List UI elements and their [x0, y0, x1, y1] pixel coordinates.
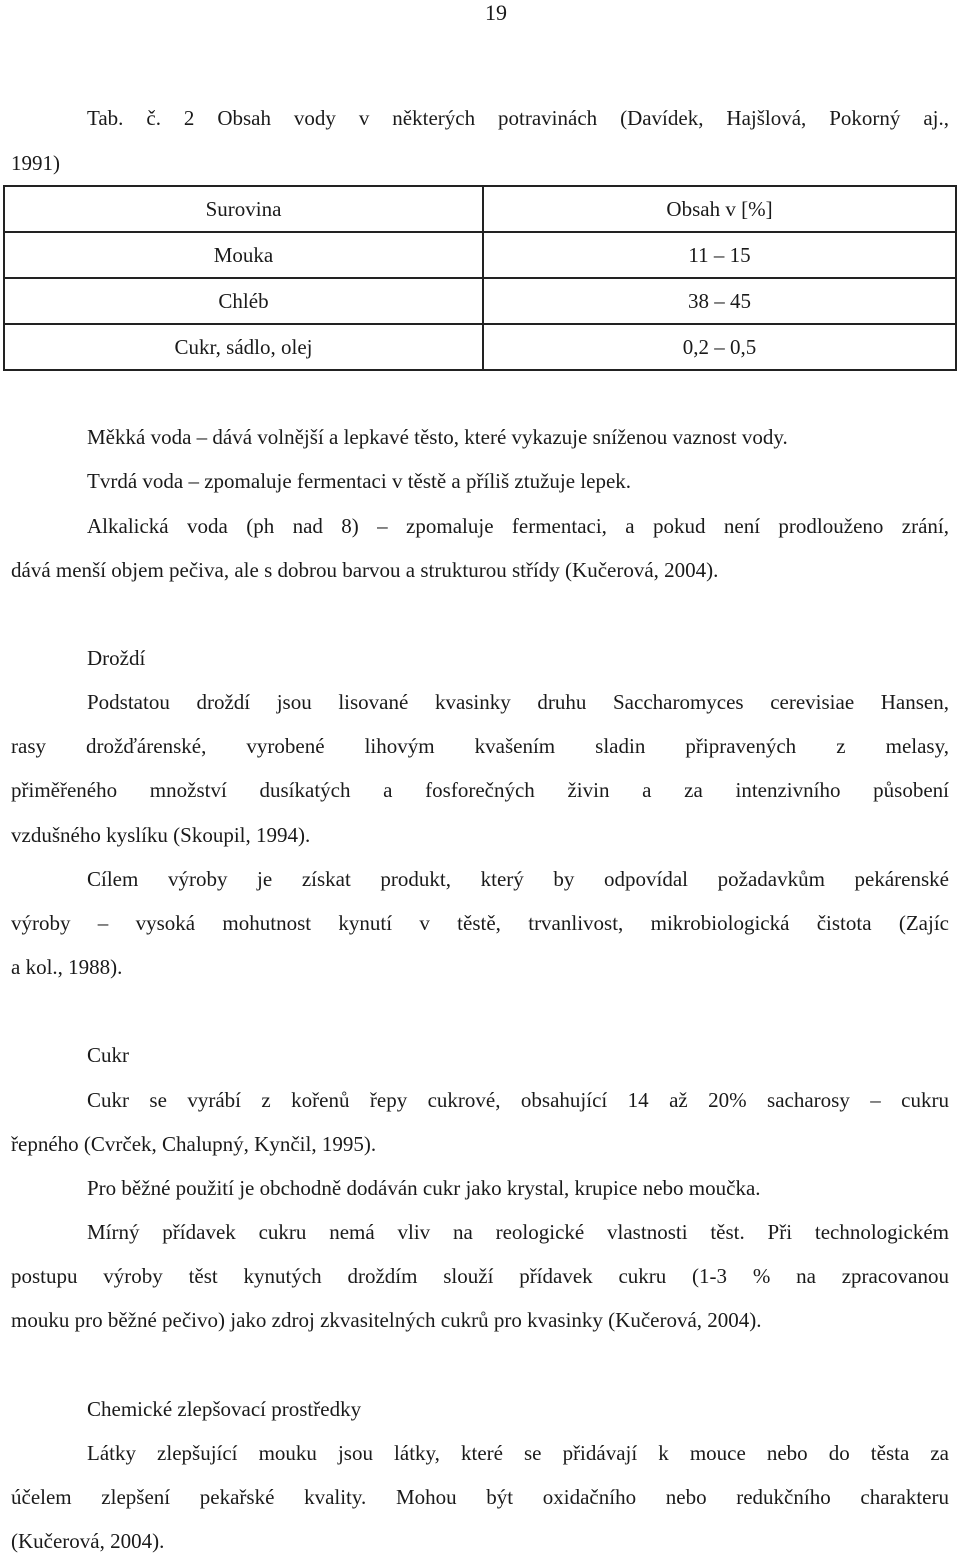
table-cell: 11 – 15	[483, 232, 956, 278]
table-header-row	[4, 186, 956, 232]
section-heading-cukr: Cukr	[87, 1043, 129, 1067]
cukr-paragraph-3-line-2: postupu výroby těst kynutých droždím slouží přídavek cukru (1-3 % na zpracovanou	[11, 1264, 949, 1288]
cukr-paragraph-1-line-1: Cukr se vyrábí z kořenů řepy cukrové, obsahující 14 až 20% sacharosy – cukru	[87, 1088, 949, 1112]
table-cell: Cukr, sádlo, olej	[4, 324, 483, 370]
water-alkaline-line-1: Alkalická voda (ph nad 8) – zpomaluje fermentaci, a pokud není prodlouženo zrání,	[87, 514, 949, 538]
cukr-paragraph-3-line-1: Mírný přídavek cukru nemá vliv na reologické vlastnosti těst. Při technologickém	[87, 1220, 949, 1244]
table-caption-line-1: Tab. č. 2 Obsah vody v některých potravinách (Davídek, Hajšlová, Pokorný aj.,	[87, 106, 949, 130]
table-row	[4, 232, 956, 278]
chemicke-paragraph-line-1: Látky zlepšující mouku jsou látky, které se přidávají k mouce nebo do těsta za	[87, 1441, 949, 1465]
cukr-paragraph-3-line-3: mouku pro běžné pečivo) jako zdroj zkvasitelných cukrů pro kvasinky (Kučerová, 2004).	[11, 1308, 762, 1332]
drozdi-paragraph-1-line-1: Podstatou droždí jsou lisované kvasinky druhu Saccharomyces cerevisiae Hansen,	[87, 690, 949, 714]
table-cell: Chléb	[4, 278, 483, 324]
drozdi-paragraph-2-line-3: a kol., 1988).	[11, 955, 123, 979]
water-content-table	[3, 185, 957, 371]
cukr-paragraph-2: Pro běžné použití je obchodně dodáván cukr jako krystal, krupice nebo moučka.	[87, 1176, 761, 1200]
table-row	[4, 278, 956, 324]
drozdi-paragraph-1-line-4: vzdušného kyslíku (Skoupil, 1994).	[11, 823, 311, 847]
drozdi-paragraph-2-line-1: Cílem výroby je získat produkt, který by odpovídal požadavkům pekárenské	[87, 867, 949, 891]
table-cell: Mouka	[4, 232, 483, 278]
chemicke-paragraph-line-2: účelem zlepšení pekařské kvality. Mohou být oxidačního nebo redukčního charakteru	[11, 1485, 949, 1509]
page-number: 19	[485, 0, 507, 25]
table-cell: 0,2 – 0,5	[483, 324, 956, 370]
water-alkaline-line-2: dává menší objem pečiva, ale s dobrou barvou a strukturou střídy (Kučerová, 2004).	[11, 558, 719, 582]
chemicke-paragraph-line-3: (Kučerová, 2004).	[11, 1529, 165, 1553]
drozdi-paragraph-1-line-3: přiměřeného množství dusíkatých a fosforečných živin a za intenzivního působení	[11, 778, 949, 802]
drozdi-paragraph-2-line-2: výroby – vysoká mohutnost kynutí v těstě, trvanlivost, mikrobiologická čistota (Zajíc	[11, 911, 949, 935]
table-header-cell: Surovina	[4, 186, 483, 232]
table-row	[4, 324, 956, 370]
table-cell: 38 – 45	[483, 278, 956, 324]
water-soft-paragraph: Měkká voda – dává volnější a lepkavé těsto, které vykazuje sníženou vaznost vody.	[87, 425, 788, 449]
table-header-cell: Obsah v [%]	[483, 186, 956, 232]
section-heading-chemicke: Chemické zlepšovací prostředky	[87, 1397, 362, 1421]
water-hard-paragraph: Tvrdá voda – zpomaluje fermentaci v těstě a příliš ztužuje lepek.	[87, 469, 632, 493]
table-caption-line-2: 1991)	[11, 151, 60, 175]
section-heading-drozdi: Droždí	[87, 646, 146, 670]
cukr-paragraph-1-line-2: řepného (Cvrček, Chalupný, Kynčil, 1995).	[11, 1132, 377, 1156]
drozdi-paragraph-1-line-2: rasy drožďárenské, vyrobené lihovým kvašením sladin připravených z melasy,	[11, 734, 949, 758]
